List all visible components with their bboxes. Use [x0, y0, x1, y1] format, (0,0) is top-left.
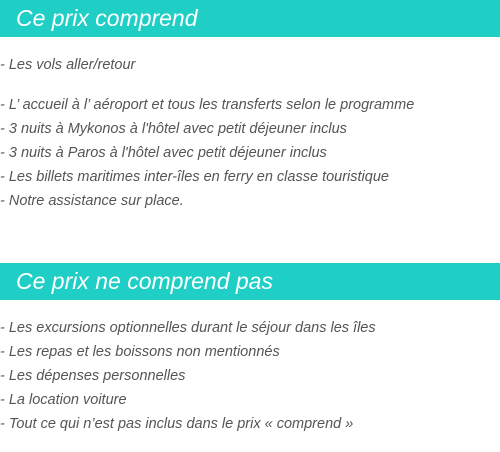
list-item: - Les excursions optionnelles durant le séjour dans les îles	[0, 320, 376, 336]
included-section-title: Ce prix comprend	[16, 5, 198, 31]
list-item: - Tout ce qui n’est pas inclus dans le prix « comprend »	[0, 416, 354, 432]
excluded-list	[0, 316, 376, 436]
list-item: - Les vols aller/retour	[0, 57, 136, 73]
list-item: - 3 nuits à Paros à l'hôtel avec petit déjeuner inclus	[0, 145, 327, 161]
included-section-header	[0, 0, 500, 37]
list-item: - Les repas et les boissons non mentionnés	[0, 344, 280, 360]
list-item: - Les dépenses personnelles	[0, 368, 186, 384]
excluded-section-title: Ce prix ne comprend pas	[16, 268, 273, 294]
list-item: - Les billets maritimes inter-îles en ferry en classe touristique	[0, 169, 389, 185]
included-list	[0, 53, 414, 213]
list-item: - La location voiture	[0, 392, 127, 408]
list-item: - 3 nuits à Mykonos à l'hôtel avec petit déjeuner inclus	[0, 121, 347, 137]
excluded-section-header	[0, 263, 500, 300]
list-item: - Notre assistance sur place.	[0, 193, 184, 209]
list-item: - L’ accueil à l’ aéroport et tous les transferts selon le programme	[0, 97, 415, 113]
